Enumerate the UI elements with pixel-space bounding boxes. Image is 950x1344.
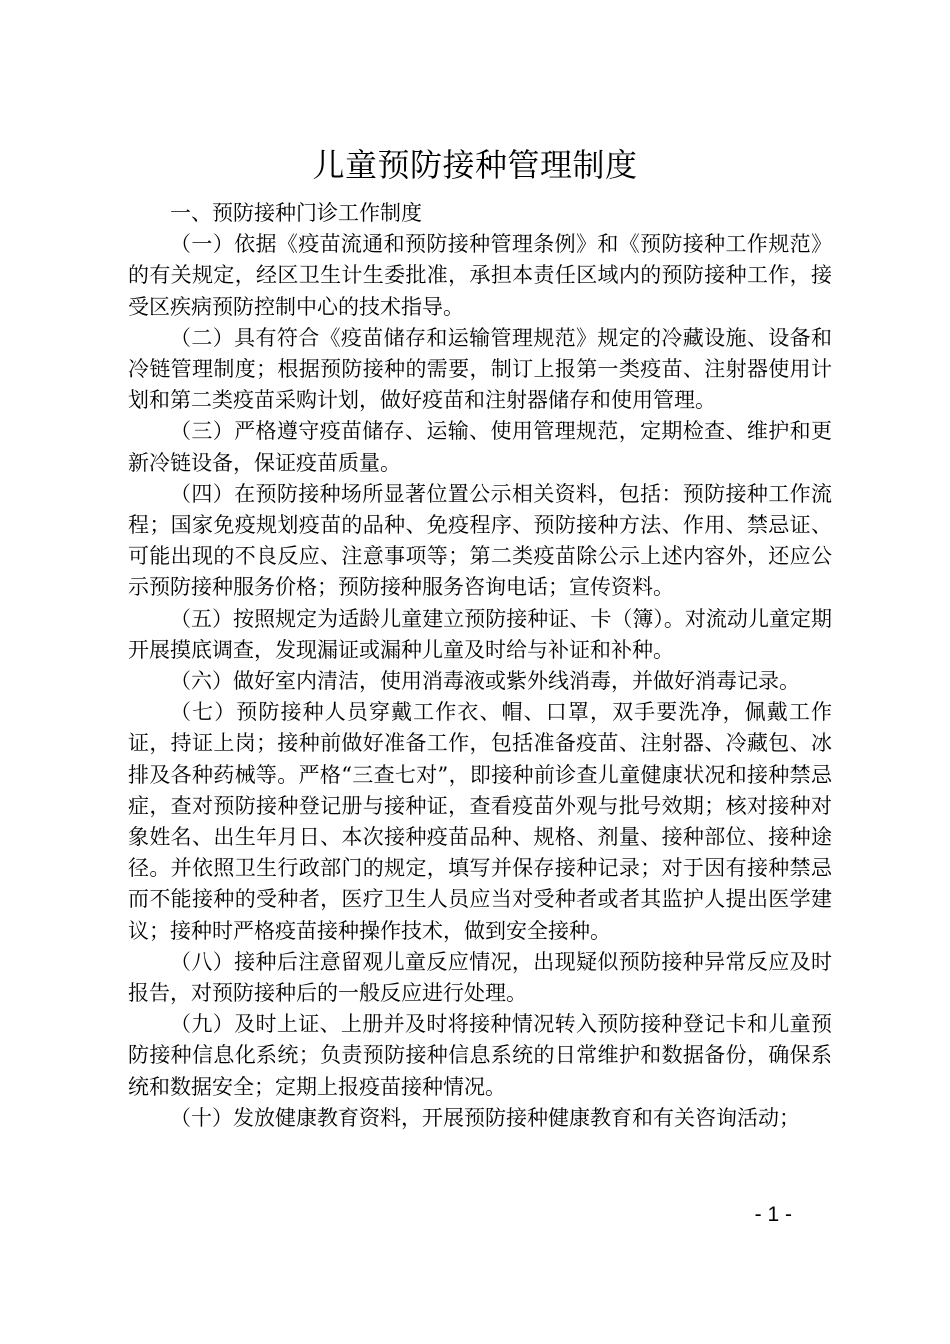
paragraph-5: （五）按照规定为适龄儿童建立预防接种证、卡（簿）。对流动儿童定期开展摸底调查，发现漏证或漏种儿童及时给与补证和补种。 — [128, 606, 832, 662]
paragraph-9: （九）及时上证、上册并及时将接种情况转入预防接种登记卡和儿童预防接种信息化系统；负责预防接种信息系统的日常维护和数据备份，确保系统和数据安全；定期上报疫苗接种情况。 — [128, 1012, 832, 1099]
section-heading: 一、预防接种门诊工作制度 — [170, 201, 422, 225]
paragraph-8: （八）接种后注意留观儿童反应情况，出现疑似预防接种异常反应及时报告，对预防接种后的一般反应进行处理。 — [128, 949, 832, 1006]
page-number: - 1 - — [754, 1203, 792, 1226]
paragraph-6: （六）做好室内清洁，使用消毒液或紫外线消毒，并做好消毒记录。 — [170, 669, 800, 694]
document-body — [128, 198, 832, 1134]
document-title: 儿童预防接种管理制度 — [312, 146, 638, 184]
paragraph-7: （七）预防接种人员穿戴工作衣、帽、口罩，双手要洗净，佩戴工作证，持证上岗；接种前做好准备工作，包括准备疫苗、注射器、冷藏包、冰排及各种药械等。严格“三查七对”，即接种前诊查儿童健康状况和接种禁忌症，查对预防接种登记册与接种证，查看疫苗外观与批号效期；核对接种对象姓名、出生年月日、本次接种疫苗品种、规格、剂量、接种部位、接种途径。并依照卫生行政部门的规定，填写并保存接种记录；对于因有接种禁忌而不能接种的受种者，医疗卫生人员应当对受种者或者其监护人提出医学建议；接种时严格疫苗接种操作技术，做到安全接种。 — [128, 700, 832, 943]
paragraph-4: （四）在预防接种场所显著位置公示相关资料，包括：预防接种工作流程；国家免疫规划疫苗的品种、免疫程序、预防接种方法、作用、禁忌证、可能出现的不良反应、注意事项等；第二类疫苗除公示上述内容外，还应公示预防接种服务价格；预防接种服务咨询电话；宣传资料。 — [128, 481, 832, 600]
paragraph-10: （十）发放健康教育资料，开展预防接种健康教育和有关咨询活动； — [170, 1105, 800, 1130]
paragraph-2: （二）具有符合《疫苗储存和运输管理规范》规定的冷藏设施、设备和冷链管理制度；根据预防接种的需要，制订上报第一类疫苗、注射器使用计划和第二类疫苗采购计划，做好疫苗和注射器储存和使用管理。 — [128, 325, 832, 413]
paragraph-1: （一）依据《疫苗流通和预防接种管理条例》和《预防接种工作规范》的有关规定，经区卫生计生委批准，承担本责任区域内的预防接种工作，接受区疾病预防控制中心的技术指导。 — [128, 232, 832, 319]
paragraph-3: （三）严格遵守疫苗储存、运输、使用管理规范，定期检查、维护和更新冷链设备，保证疫苗质量。 — [128, 419, 832, 475]
